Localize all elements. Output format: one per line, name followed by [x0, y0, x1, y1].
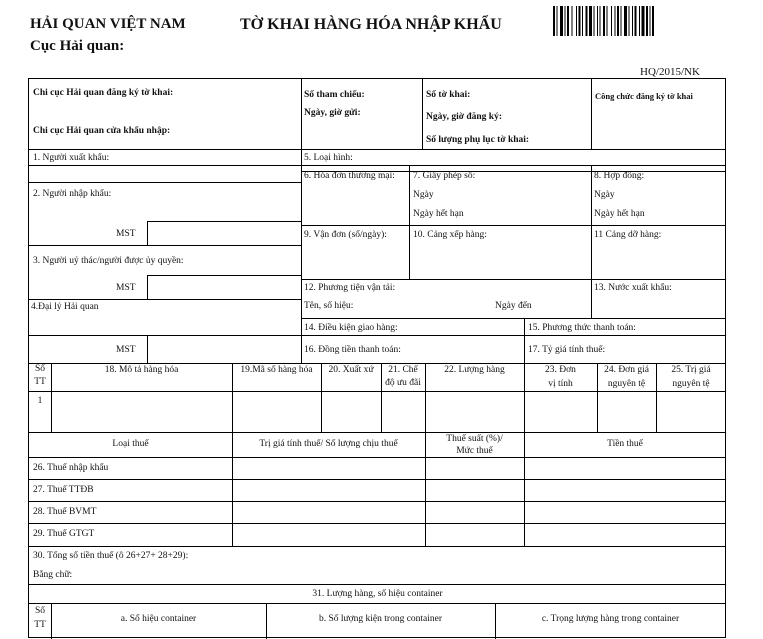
- customs-agent-label: 4.Đại lý Hải quan: [31, 302, 99, 312]
- vessel-name-label: Tên, số hiệu:: [304, 301, 354, 311]
- unloading-port-label: 11 Cảng dỡ hàng:: [594, 230, 662, 240]
- container-no-header: Số: [34, 606, 46, 616]
- barcode-icon: [553, 6, 718, 36]
- loading-port-label: 10. Cảng xếp hàng:: [413, 230, 487, 240]
- arrival-date-label: Ngày đến: [495, 301, 532, 311]
- taxable-value-header: Trị giá tính thuế/ Số lượng chịu thuế: [259, 439, 398, 449]
- package-count-header: b. Số lượng kiện trong container: [318, 614, 443, 624]
- invoice-label: 6. Hóa đơn thương mại:: [304, 171, 395, 181]
- importer-tax-code-label: MST: [116, 229, 136, 239]
- tax-amount-header: Tiền thuế: [607, 439, 643, 449]
- officer-label: Công chức đăng ký tờ khai: [595, 91, 693, 101]
- contract-date-label: Ngày: [594, 190, 615, 200]
- appendix-count-label: Số lượng phụ lục tờ khai:: [426, 135, 530, 145]
- container-no-header-2: TT: [34, 620, 46, 630]
- unit-price-header-2: nguyên tệ: [607, 379, 646, 389]
- goods-no-header: Số: [34, 364, 46, 374]
- declaration-no-label: Số tờ khai:: [426, 90, 471, 100]
- unit-price-header: 24. Đơn giá: [604, 365, 649, 375]
- environment-tax-label: 28. Thuế BVMT: [33, 507, 97, 517]
- goods-no-header-2: TT: [34, 377, 46, 387]
- form-title: TỜ KHAI HÀNG HÓA NHẬP KHẨU: [240, 16, 502, 33]
- gate-office-label: Chi cục Hải quan cửa khẩu nhập:: [33, 126, 171, 136]
- agency-name: HẢI QUAN VIỆT NAM: [30, 16, 186, 32]
- declaration-form: [28, 78, 726, 638]
- license-date-label: Ngày: [413, 190, 434, 200]
- trustor-tax-code-label: MST: [116, 283, 136, 293]
- registration-time-label: Ngày, giờ đăng ký:: [426, 112, 502, 122]
- goods-row-number: 1: [37, 396, 43, 406]
- value-header: 25. Trị giá: [671, 365, 711, 375]
- tax-rate-header-2: Mức thuế: [456, 446, 493, 456]
- container-section-title: 31. Lượng hàng, số hiệu container: [312, 589, 443, 599]
- license-expiry-label: Ngày hết hạn: [413, 209, 464, 219]
- bill-of-lading-label: 9. Vận đơn (số/ngày):: [304, 230, 387, 240]
- agent-tax-code-label: MST: [116, 345, 136, 355]
- contract-expiry-label: Ngày hết hạn: [594, 209, 645, 219]
- transport-label: 12. Phương tiện vận tải:: [304, 283, 396, 293]
- reference-no-label: Số tham chiếu:: [304, 90, 365, 100]
- import-type-label: 5. Loại hình:: [304, 153, 353, 163]
- delivery-terms-label: 14. Điều kiện giao hàng:: [304, 323, 398, 333]
- quantity-header: 22. Lượng hàng: [444, 365, 505, 375]
- vat-label: 29. Thuế GTGT: [33, 529, 95, 539]
- origin-header: 20. Xuất xứ: [328, 365, 374, 375]
- container-weight-header: c. Trọng lượng hàng trong container: [541, 614, 680, 624]
- form-code: HQ/2015/NK: [640, 66, 700, 78]
- tax-rate-header: Thuế suất (%)/: [446, 434, 503, 444]
- unit-header: 23. Đơn: [545, 365, 576, 375]
- value-header-2: nguyên tệ: [672, 379, 710, 389]
- preference-header: 21. Chế: [388, 365, 418, 375]
- tax-type-header: Loại thuế: [112, 439, 149, 449]
- exchange-rate-label: 17. Tỷ giá tính thuế:: [528, 345, 606, 355]
- preference-header-2: độ ưu đãi: [385, 378, 421, 388]
- container-number-header: a. Số hiệu container: [120, 614, 197, 624]
- registration-office-label: Chi cục Hải quan đăng ký tờ khai:: [33, 88, 174, 98]
- total-tax-label: 30. Tổng số tiền thuế (ô 26+27+ 28+29):: [33, 551, 189, 561]
- hs-code-header: 19.Mã số hàng hóa: [240, 365, 313, 375]
- exporter-label: 1. Người xuất khẩu:: [33, 153, 110, 163]
- description-header: 18. Mô tả hàng hóa: [104, 365, 179, 375]
- unit-header-2: vị tính: [548, 379, 573, 389]
- currency-label: 16. Đồng tiền thanh toán:: [304, 345, 401, 355]
- payment-method-label: 15. Phương thức thanh toán:: [528, 323, 636, 333]
- amount-in-words-label: Bằng chữ:: [33, 570, 73, 580]
- export-country-label: 13. Nước xuất khẩu:: [594, 283, 672, 293]
- contract-label: 8. Hợp đồng:: [594, 171, 645, 181]
- department-label: Cục Hải quan:: [30, 38, 125, 54]
- trustor-label: 3. Người uỷ thác/người được ủy quyền:: [33, 256, 184, 266]
- import-tax-label: 26. Thuế nhập khẩu: [33, 463, 109, 473]
- excise-tax-label: 27. Thuế TTĐB: [33, 485, 94, 495]
- importer-label: 2. Người nhập khẩu:: [33, 189, 112, 199]
- sent-time-label: Ngày, giờ gửi:: [304, 108, 361, 118]
- license-label: 7. Giấy phép số:: [413, 171, 476, 181]
